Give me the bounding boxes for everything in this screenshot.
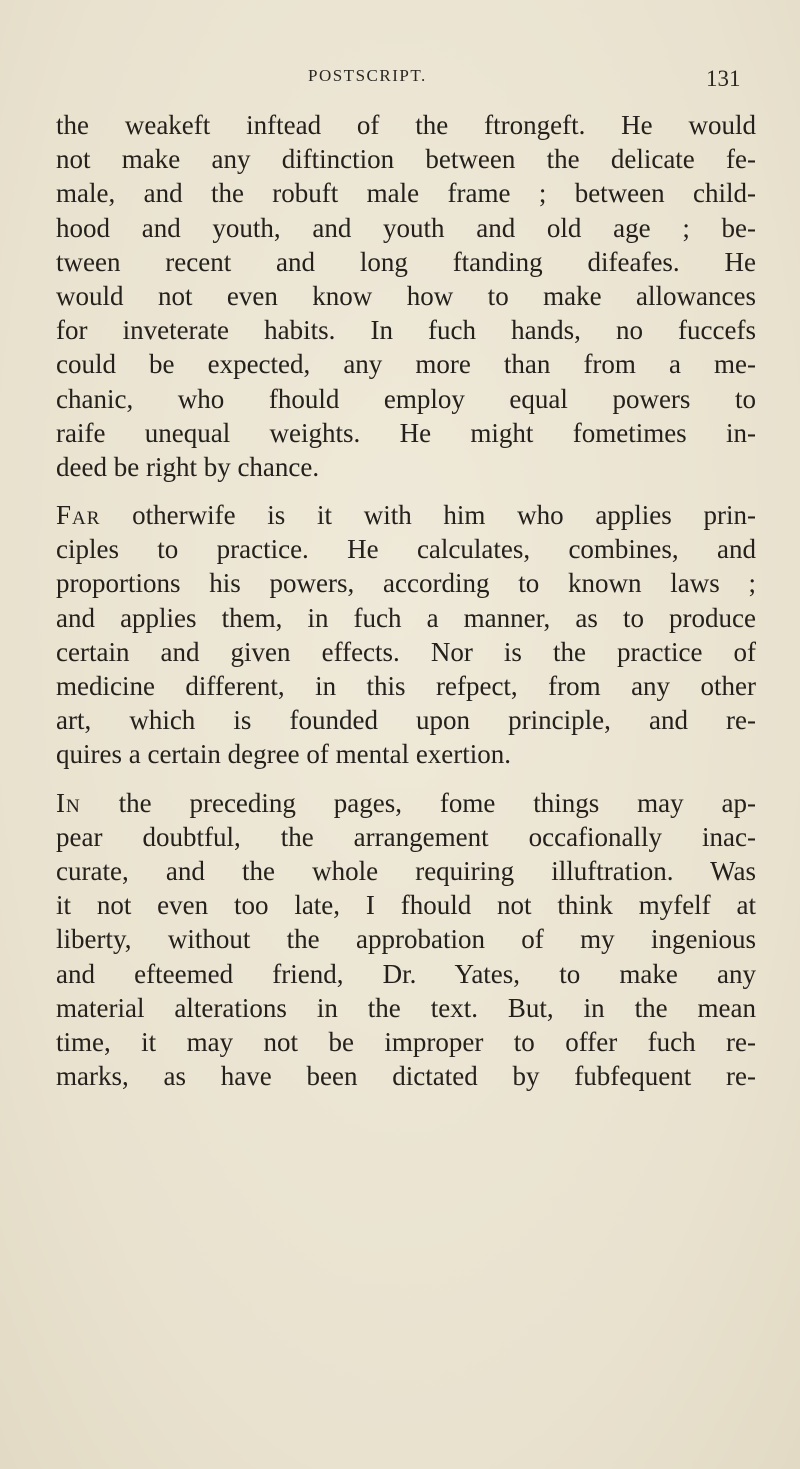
- paragraph-lead-word: In: [56, 787, 81, 818]
- text-line: [56, 498, 756, 532]
- text-line: it not even too late, I fhould not think myfelf at: [56, 890, 756, 921]
- text-line: proportions his powers, according to known laws ;: [56, 568, 756, 599]
- running-head: [0, 66, 800, 106]
- text-line-rest: the preceding pages, fome things may ap-: [80, 787, 756, 818]
- text-line: tween recent and long ftanding difeafes. He: [56, 246, 756, 277]
- paragraph-gap: [56, 484, 756, 498]
- text-line: art, which is founded upon principle, and re-: [56, 705, 756, 736]
- paragraph-gap: [56, 772, 756, 786]
- text-line: raife unequal weights. He might fometimes in-: [56, 417, 756, 448]
- text-line: liberty, without the approbation of my ingenious: [56, 924, 756, 955]
- text-line: and applies them, in fuch a manner, as to produce: [56, 602, 756, 633]
- paragraph-2: [56, 498, 756, 772]
- text-line: time, it may not be improper to offer fuch re-: [56, 1026, 756, 1057]
- text-line: deed be right by chance.: [56, 451, 320, 482]
- text-line: chanic, who fhould employ equal powers to: [56, 383, 756, 414]
- text-line: certain and given effects. Nor is the practice of: [56, 636, 756, 667]
- text-line: quires a certain degree of mental exertion.: [56, 739, 512, 770]
- text-line: [56, 786, 756, 820]
- text-line: marks, as have been dictated by fubfequent re-: [56, 1061, 756, 1092]
- text-line: and efteemed friend, Dr. Yates, to make any: [56, 958, 756, 989]
- text-line: curate, and the whole requiring illuftration. Was: [56, 855, 756, 886]
- text-line: pear doubtful, the arrangement occafionally inac-: [56, 821, 756, 852]
- text-line: male, and the robuft male frame ; between child-: [56, 178, 756, 209]
- text-line: the weakeft inftead of the ftrongeft. He would: [56, 110, 756, 140]
- running-head-title: POSTSCRIPT.: [308, 66, 427, 85]
- text-line-rest: otherwife is it with him who applies prin-: [100, 500, 756, 531]
- text-line: could be expected, any more than from a me-: [56, 349, 756, 380]
- paragraph-3: [56, 786, 756, 1094]
- text-line: medicine different, in this refpect, from any other: [56, 671, 756, 701]
- paragraph-lead-word: Far: [56, 500, 101, 531]
- text-line: would not even know how to make allowances: [56, 280, 756, 311]
- body-text: [56, 108, 756, 1093]
- text-line: hood and youth, and youth and old age ; be-: [56, 212, 756, 243]
- text-line: for inveterate habits. In fuch hands, no fuccefs: [56, 315, 756, 346]
- text-line: ciples to practice. He calculates, combines, and: [56, 534, 756, 565]
- paragraph-1: [56, 108, 756, 484]
- page-number: 131: [706, 66, 741, 91]
- text-line: material alterations in the text. But, in the mean: [56, 992, 756, 1023]
- text-line: not make any diftinction between the delicate fe-: [56, 144, 756, 175]
